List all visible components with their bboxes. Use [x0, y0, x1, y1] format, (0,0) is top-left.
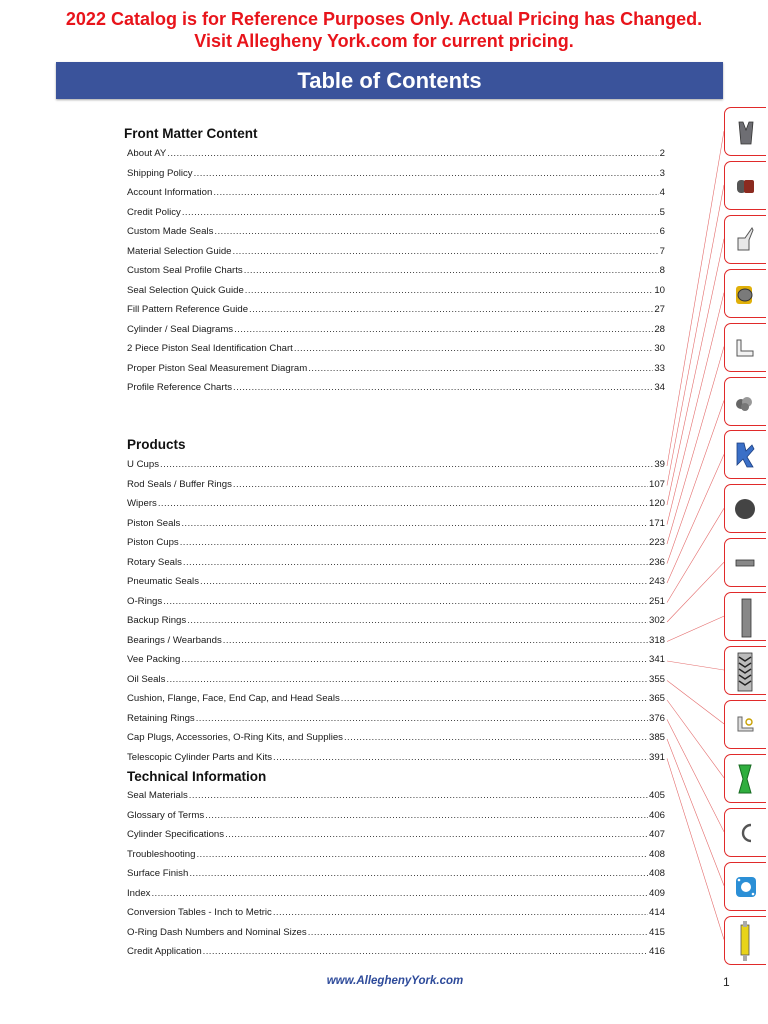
toc-entry[interactable]	[127, 849, 665, 863]
toc-entry-label: Oil Seals	[127, 673, 166, 685]
toc-entry-page: 407	[648, 829, 665, 840]
rod-seal-icon	[725, 162, 767, 211]
toc-leader-dots	[308, 363, 653, 374]
toc-entry-page: 376	[648, 712, 665, 724]
toc-leader-dots	[200, 576, 648, 587]
section-tab-wiper[interactable]	[724, 215, 766, 264]
toc-entry[interactable]	[127, 557, 665, 571]
toc-entry[interactable]	[127, 752, 665, 766]
toc-entry-label: Bearings / Wearbands	[127, 634, 222, 646]
toc-leader-dots	[196, 713, 648, 724]
toc-leader-dots	[308, 927, 648, 938]
toc-leader-dots	[183, 557, 648, 568]
toc-entry-label: Seal Materials	[127, 790, 188, 801]
toc-entry[interactable]	[127, 888, 665, 902]
section-tab-head-seal[interactable]	[724, 754, 766, 803]
section-tab-wearband[interactable]	[724, 592, 766, 641]
toc-entry-page: 391	[648, 751, 665, 763]
toc-entry[interactable]	[127, 576, 665, 590]
toc-entry-page: 355	[648, 673, 665, 685]
section-heading-front-matter: Front Matter Content	[124, 126, 258, 141]
tab-leader-line	[667, 759, 724, 940]
section-tab-rod-seal[interactable]	[724, 161, 766, 210]
toc-entry-label: O-Ring Dash Numbers and Nominal Sizes	[127, 926, 307, 938]
page-number: 1	[723, 975, 730, 989]
toc-leader-dots	[182, 207, 659, 218]
toc-entry-page: 33	[654, 362, 665, 374]
pricing-notice	[0, 8, 768, 52]
toc-entry[interactable]	[127, 226, 665, 240]
toc-entry[interactable]	[127, 868, 665, 882]
toc-entry-page: 4	[659, 187, 665, 198]
toc-entry-page: 28	[654, 323, 665, 335]
vee-packing-icon	[725, 647, 767, 696]
telescopic-cylinder-icon	[725, 917, 767, 966]
toc-entry[interactable]	[127, 187, 665, 201]
toc-entry-page: 8	[659, 265, 665, 276]
section-tab-o-ring[interactable]	[724, 484, 766, 533]
tab-leader-line	[667, 131, 724, 466]
toc-entry[interactable]	[127, 713, 665, 727]
toc-leader-dots	[233, 246, 659, 257]
toc-entry[interactable]	[127, 479, 665, 493]
toc-leader-dots	[158, 498, 648, 509]
head-seal-icon	[725, 755, 767, 804]
toc-entry-label: Proper Piston Seal Measurement Diagram	[127, 362, 308, 374]
toc-entry-label: O-Rings	[127, 595, 163, 607]
footer-url[interactable]: www.AlleghenyYork.com	[326, 975, 464, 987]
toc-entry-label: U Cups	[127, 459, 159, 470]
toc-entry[interactable]	[127, 946, 665, 960]
toc-leader-dots	[189, 868, 648, 879]
toc-leader-dots	[189, 790, 648, 801]
toc-entry-label: Cap Plugs, Accessories, O-Ring Kits, and Supplies	[127, 732, 343, 743]
section-heading-products: Products	[127, 437, 186, 452]
tab-leader-line	[667, 661, 724, 670]
toc-entry-label: Cylinder / Seal Diagrams	[127, 323, 234, 335]
tab-leader-line	[667, 185, 724, 486]
retaining-ring-icon	[725, 809, 767, 858]
toc-entry-page: 120	[648, 498, 665, 509]
toc-entry-page: 39	[654, 459, 665, 470]
toc-entry[interactable]	[127, 285, 665, 299]
toc-leader-dots	[245, 285, 654, 296]
toc-entry[interactable]	[127, 537, 665, 551]
pneumatic-seal-icon	[725, 431, 767, 480]
toc-entry-page: 171	[648, 517, 665, 529]
pricing-notice-line-1: 2022 Catalog is for Reference Purposes Only. Actual Pricing has Changed.	[65, 9, 703, 29]
section-tab-retaining-ring[interactable]	[724, 808, 766, 857]
toc-entry-label: Backup Rings	[127, 615, 187, 626]
toc-entry-page: 10	[654, 284, 665, 296]
toc-entry-label: Rod Seals / Buffer Rings	[127, 478, 232, 490]
toc-entry-page: 223	[648, 537, 665, 548]
toc-leader-dots	[233, 479, 648, 490]
toc-entry-page: 408	[648, 868, 665, 879]
tab-leader-line	[667, 616, 724, 641]
toc-leader-dots	[194, 168, 659, 179]
toc-entry-label: Cushion, Flange, Face, End Cap, and Head Seals	[127, 693, 340, 704]
toc-entry-page: 385	[648, 732, 665, 743]
toc-entry[interactable]	[127, 265, 665, 279]
toc-entry-page: 6	[659, 226, 665, 237]
toc-entry-page: 318	[648, 634, 665, 646]
toc-leader-dots	[234, 324, 653, 335]
toc-leader-dots	[214, 226, 658, 237]
toc-leader-dots	[223, 635, 648, 646]
toc-entry[interactable]	[127, 693, 665, 707]
toc-entry-page: 365	[648, 693, 665, 704]
toc-leader-dots	[244, 265, 659, 276]
toc-entry-page: 3	[659, 167, 665, 179]
toc-entry-page: 34	[654, 382, 665, 393]
toc-entry-page: 243	[648, 576, 665, 587]
toc-entry-page: 107	[648, 478, 665, 490]
toc-entry-page: 406	[648, 809, 665, 821]
tab-leader-line	[667, 739, 724, 886]
toc-entry-page: 414	[648, 907, 665, 918]
toc-entry-page: 251	[648, 595, 665, 607]
toc-entry[interactable]	[127, 148, 665, 162]
toc-entry-page: 5	[659, 206, 665, 218]
toc-leader-dots	[163, 596, 648, 607]
toc-leader-dots	[166, 674, 648, 685]
toc-entry[interactable]	[127, 927, 665, 941]
section-heading-technical: Technical Information	[127, 769, 267, 784]
toc-entry-page: 416	[648, 946, 665, 957]
toc-entry-page: 236	[648, 556, 665, 568]
section-tab-telescopic-cylinder[interactable]	[724, 916, 766, 965]
toc-entry[interactable]	[127, 654, 665, 668]
toc-leader-dots	[233, 382, 653, 393]
tab-leader-line	[667, 700, 724, 778]
toc-entry-label: Custom Made Seals	[127, 226, 214, 237]
toc-entry[interactable]	[127, 459, 665, 473]
section-tab-rotary-seal[interactable]	[724, 377, 766, 426]
piston-seal-icon	[725, 270, 767, 319]
toc-entry-label: Shipping Policy	[127, 167, 193, 179]
toc-entry-page: 409	[648, 887, 665, 899]
toc-entry-label: Cylinder Specifications	[127, 829, 225, 840]
toc-entry[interactable]	[127, 304, 665, 318]
tab-leader-line	[667, 720, 724, 832]
toc-leader-dots	[341, 693, 648, 704]
toc-entry-label: Surface Finish	[127, 868, 189, 879]
toc-entry-page: 341	[648, 654, 665, 665]
toc-entry[interactable]	[127, 907, 665, 921]
oil-seal-icon	[725, 701, 767, 750]
toc-entry-label: Credit Application	[127, 946, 202, 957]
toc-entry-label: Seal Selection Quick Guide	[127, 284, 244, 296]
toc-entry-label: Wipers	[127, 498, 157, 509]
toc-entry[interactable]	[127, 732, 665, 746]
toc-leader-dots	[344, 732, 648, 743]
toc-entry-label: Credit Policy	[127, 206, 181, 218]
toc-entry-page: 302	[648, 615, 665, 626]
toc-leader-dots	[151, 888, 648, 899]
toc-entry-label: Retaining Rings	[127, 712, 195, 724]
section-tab-pneumatic-seal[interactable]	[724, 430, 766, 479]
wearband-icon	[725, 593, 767, 642]
tab-leader-line	[667, 508, 724, 602]
toc-entry[interactable]	[127, 382, 665, 396]
toc-entry[interactable]	[127, 518, 665, 532]
section-tab-u-cup[interactable]	[724, 107, 766, 156]
toc-entry-page: 2	[659, 148, 665, 159]
tab-leader-line	[667, 681, 724, 724]
toc-leader-dots	[294, 343, 653, 354]
toc-leader-dots	[167, 148, 658, 159]
toc-leader-dots	[196, 849, 648, 860]
backup-ring-icon	[725, 539, 767, 588]
tab-leader-line	[667, 293, 724, 525]
toc-leader-dots	[160, 459, 653, 470]
toc-entry[interactable]	[127, 363, 665, 377]
toc-entry-label: Piston Seals	[127, 517, 181, 529]
section-tab-cap-plug[interactable]	[724, 862, 766, 911]
toc-entry[interactable]	[127, 343, 665, 357]
tab-leader-line	[667, 454, 724, 583]
toc-leader-dots	[180, 537, 648, 548]
toc-entry-label: Material Selection Guide	[127, 245, 232, 257]
section-tab-piston-cup[interactable]	[724, 323, 766, 372]
toc-entry[interactable]	[127, 810, 665, 824]
toc-entry[interactable]	[127, 498, 665, 512]
tab-leader-line	[667, 401, 724, 564]
toc-entry-label: Pneumatic Seals	[127, 576, 199, 587]
toc-entry-page: 7	[659, 245, 665, 257]
toc-leader-dots	[213, 187, 658, 198]
u-cup-icon	[725, 108, 767, 157]
toc-entry[interactable]	[127, 790, 665, 804]
toc-entry[interactable]	[127, 615, 665, 629]
toc-entry[interactable]	[127, 829, 665, 843]
toc-entry-label: Custom Seal Profile Charts	[127, 265, 243, 276]
piston-cup-icon	[725, 324, 767, 373]
toc-entry-label: Fill Pattern Reference Guide	[127, 304, 249, 315]
toc-entry[interactable]	[127, 207, 665, 221]
toc-entry-label: 2 Piece Piston Seal Identification Chart	[127, 343, 293, 354]
rotary-seal-icon	[725, 378, 767, 427]
toc-entry-label: Telescopic Cylinder Parts and Kits	[127, 751, 273, 763]
pricing-notice-line-2: Visit Allegheny York.com for current pricing.	[194, 31, 574, 51]
tab-leader-line	[667, 239, 724, 505]
toc-entry-label: Troubleshooting	[127, 848, 196, 860]
toc-leader-dots	[225, 829, 648, 840]
section-tab-vee-packing[interactable]	[724, 646, 766, 695]
toc-entry[interactable]	[127, 168, 665, 182]
tab-leader-line	[667, 347, 724, 544]
page-title: Table of Contents	[56, 62, 723, 99]
section-tab-backup-ring[interactable]	[724, 538, 766, 587]
toc-entry-label: Conversion Tables - Inch to Metric	[127, 907, 272, 918]
tab-leader-line	[667, 562, 724, 622]
o-ring-icon	[725, 485, 767, 534]
section-tab-oil-seal[interactable]	[724, 700, 766, 749]
toc-entry-page: 30	[654, 343, 665, 354]
toc-leader-dots	[181, 654, 648, 665]
toc-entry-label: Piston Cups	[127, 537, 179, 548]
cap-plug-icon	[725, 863, 767, 912]
toc-leader-dots	[203, 946, 648, 957]
toc-leader-dots	[273, 907, 648, 918]
toc-entry-label: Index	[127, 887, 151, 899]
toc-entry[interactable]	[127, 246, 665, 260]
section-tab-piston-seal[interactable]	[724, 269, 766, 318]
toc-entry-label: About AY	[127, 148, 167, 159]
toc-entry[interactable]	[127, 596, 665, 610]
toc-leader-dots	[249, 304, 653, 315]
toc-leader-dots	[205, 810, 648, 821]
toc-entry-label: Glossary of Terms	[127, 809, 205, 821]
toc-entry-page: 405	[648, 790, 665, 801]
toc-entry[interactable]	[127, 324, 665, 338]
toc-entry-label: Vee Packing	[127, 654, 181, 665]
toc-entry-page: 408	[648, 848, 665, 860]
toc-entry-label: Account Information	[127, 187, 213, 198]
toc-leader-dots	[181, 518, 648, 529]
toc-entry[interactable]	[127, 635, 665, 649]
toc-entry-label: Profile Reference Charts	[127, 382, 233, 393]
toc-entry-page: 415	[648, 926, 665, 938]
toc-leader-dots	[187, 615, 648, 626]
toc-leader-dots	[273, 752, 648, 763]
toc-entry[interactable]	[127, 674, 665, 688]
wiper-icon	[725, 216, 767, 265]
toc-entry-page: 27	[654, 304, 665, 315]
toc-entry-label: Rotary Seals	[127, 556, 182, 568]
